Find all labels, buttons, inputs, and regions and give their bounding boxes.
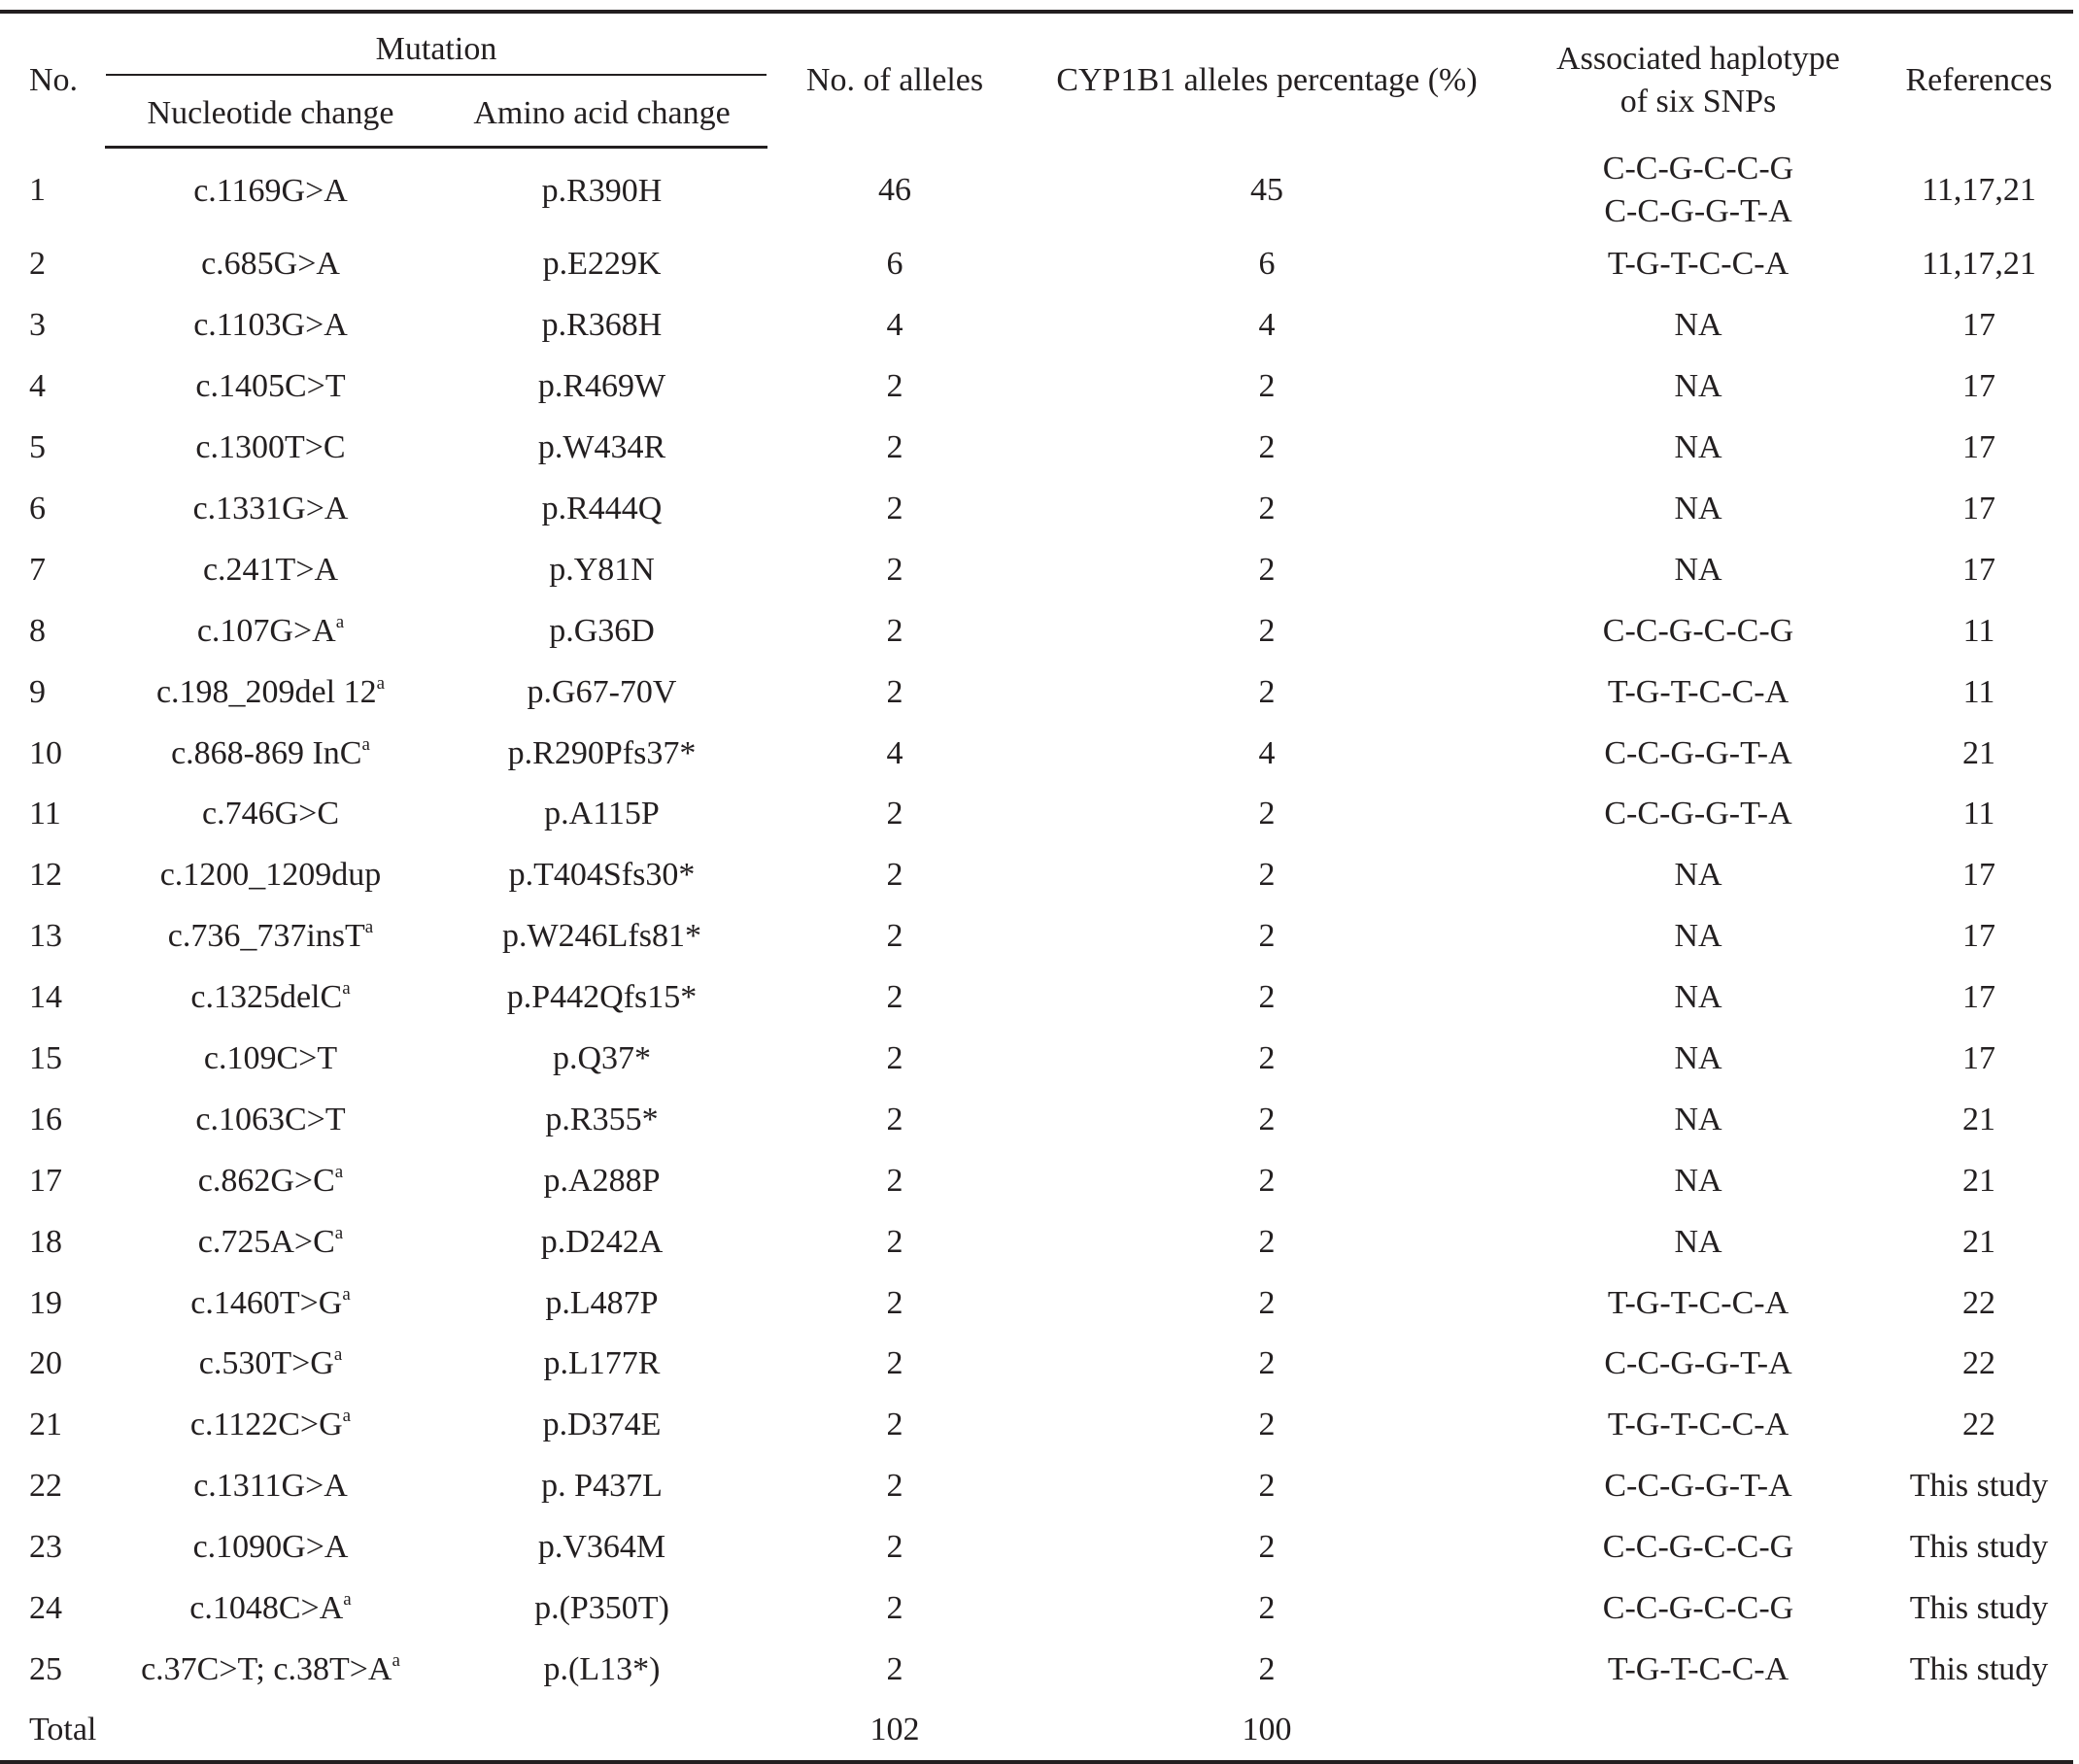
row-amino-acid: p.L177R [543, 1345, 661, 1382]
mutation-table [0, 10, 2073, 1764]
header-alleles: No. of alleles [767, 12, 1022, 148]
row-amino-acid: p.R368H [541, 307, 663, 344]
haplotype-line: C-C-G-G-T-A [1604, 796, 1792, 832]
row-references: 17 [1962, 491, 1995, 526]
row-amino-acid: p.R290Pfs37* [507, 734, 697, 771]
table-row [0, 600, 2073, 662]
row-amino-acid: p.E229K [542, 246, 662, 283]
haplotype-line: NA [1674, 857, 1722, 894]
row-amino-acid: p.L487P [545, 1284, 659, 1321]
haplotype-line: NA [1674, 979, 1722, 1016]
row-haplotype [1512, 1578, 1885, 1640]
row-nucleotide [105, 1578, 436, 1640]
row-references: 17 [1962, 979, 1995, 1016]
row-no: 14 [29, 979, 62, 1016]
haplotype-line: C-C-G-C-C-G [1602, 151, 1794, 187]
nucleotide-text: c.241T>A [202, 551, 339, 588]
row-no: 23 [29, 1529, 62, 1566]
row-amino-acid: p.A115P [544, 796, 660, 832]
row-nucleotide [105, 418, 436, 479]
row-percentage: 2 [1258, 551, 1276, 588]
row-haplotype [1512, 1150, 1885, 1211]
table-header [0, 12, 2073, 148]
row-haplotype [1512, 1395, 1885, 1456]
footnote-marker: a [376, 672, 386, 694]
row-alleles: 2 [886, 429, 903, 466]
row-haplotype [1512, 723, 1885, 784]
row-percentage: 2 [1258, 1529, 1276, 1566]
footnote-marker: a [364, 917, 374, 938]
row-nucleotide [105, 600, 436, 662]
table-row [0, 1272, 2073, 1334]
header-no: No. [0, 12, 105, 148]
row-alleles: 2 [886, 368, 903, 405]
row-haplotype [1512, 1272, 1885, 1334]
row-no: 17 [29, 1162, 62, 1199]
table-row [0, 1089, 2073, 1150]
nucleotide-text: c.736_737insT [167, 918, 365, 955]
table-row [0, 148, 2073, 235]
table-row [0, 1334, 2073, 1395]
row-no: 4 [29, 368, 46, 405]
row-no: 19 [29, 1284, 62, 1321]
row-percentage: 2 [1258, 979, 1276, 1016]
row-haplotype [1512, 148, 1885, 235]
row-alleles: 2 [886, 979, 903, 1016]
row-haplotype [1512, 479, 1885, 540]
row-alleles: 2 [886, 1407, 903, 1443]
haplotype-line: C-C-G-C-C-G [1602, 1529, 1794, 1566]
nucleotide-text: c.1063C>T [195, 1101, 346, 1137]
nucleotide-text: c.1103G>A [193, 307, 348, 344]
table-body [0, 148, 2073, 1763]
footnote-marker: a [334, 1222, 344, 1243]
total-references-empty [1885, 1700, 2073, 1762]
row-references: This study [1909, 1468, 2049, 1505]
row-alleles: 2 [886, 1223, 903, 1260]
nucleotide-text: c.1090G>A [192, 1529, 349, 1566]
row-nucleotide [105, 148, 436, 235]
haplotype-line: T-G-T-C-C-A [1607, 1650, 1789, 1687]
row-alleles: 2 [886, 551, 903, 588]
row-references: This study [1909, 1650, 2049, 1687]
row-references: 17 [1962, 307, 1995, 344]
row-amino-acid: p.R444Q [541, 491, 663, 526]
nucleotide-text: c.1331G>A [192, 491, 349, 526]
row-amino-acid: p.R469W [537, 368, 666, 405]
row-references: 17 [1962, 918, 1995, 955]
row-no: 8 [29, 612, 46, 649]
total-row [0, 1700, 2073, 1762]
row-references: 11,17,21 [1922, 172, 2036, 209]
table-row [0, 1517, 2073, 1578]
row-alleles: 2 [886, 1590, 903, 1627]
table-row [0, 1395, 2073, 1456]
row-amino-acid: p.G36D [549, 612, 655, 649]
row-amino-acid: p.R390H [541, 173, 663, 209]
row-alleles: 2 [886, 1650, 903, 1687]
row-haplotype [1512, 1029, 1885, 1090]
row-alleles: 2 [886, 1468, 903, 1505]
row-amino-acid: p.D242A [540, 1223, 664, 1260]
row-amino-acid: p. P437L [541, 1468, 663, 1505]
row-references: 21 [1962, 1223, 1995, 1260]
row-references: 17 [1962, 1040, 1995, 1077]
row-alleles: 2 [886, 1284, 903, 1321]
row-percentage: 2 [1258, 857, 1276, 894]
row-amino-acid: p.G67-70V [527, 673, 677, 710]
row-percentage: 2 [1258, 918, 1276, 955]
row-percentage: 2 [1258, 368, 1276, 405]
row-references: 11,17,21 [1922, 246, 2036, 283]
row-nucleotide [105, 723, 436, 784]
row-references: 22 [1962, 1407, 1995, 1443]
row-haplotype [1512, 418, 1885, 479]
nucleotide-text: c.1200_1209dup [159, 857, 382, 894]
row-references: 17 [1962, 429, 1995, 466]
row-nucleotide [105, 1089, 436, 1150]
row-alleles: 6 [886, 246, 903, 283]
nucleotide-text: c.685G>A [201, 246, 340, 283]
header-references: References [1885, 12, 2073, 148]
row-percentage: 2 [1258, 1468, 1276, 1505]
row-amino-acid: p.Q37* [552, 1040, 652, 1077]
row-percentage: 2 [1258, 1590, 1276, 1627]
row-amino-acid: p.P442Qfs15* [506, 979, 698, 1016]
row-amino-acid: p.W434R [537, 429, 666, 466]
haplotype-line: C-C-G-C-C-G [1602, 1590, 1794, 1627]
haplotype-line: NA [1674, 1223, 1722, 1260]
row-references: This study [1909, 1590, 2049, 1627]
footnote-marker: a [392, 1649, 400, 1671]
footnote-marker: a [343, 1589, 352, 1611]
row-amino-acid: p.T404Sfs30* [508, 857, 696, 894]
row-amino-acid: p.R355* [545, 1101, 659, 1137]
row-references: 17 [1962, 857, 1995, 894]
row-alleles: 2 [886, 857, 903, 894]
haplotype-line: NA [1674, 1162, 1722, 1199]
row-nucleotide [105, 784, 436, 845]
row-haplotype [1512, 295, 1885, 356]
row-percentage: 2 [1258, 612, 1276, 649]
haplotype-line: T-G-T-C-C-A [1607, 246, 1789, 283]
table-row [0, 1639, 2073, 1700]
haplotype-line: C-C-G-G-T-A [1604, 734, 1792, 771]
haplotype-line: C-C-G-G-T-A [1604, 1468, 1792, 1505]
row-amino-acid: p.Y81N [549, 551, 655, 588]
row-amino-acid: p.W246Lfs81* [502, 918, 701, 955]
table-row [0, 784, 2073, 845]
row-references: 17 [1962, 551, 1995, 588]
row-alleles: 2 [886, 1101, 903, 1137]
row-haplotype [1512, 906, 1885, 967]
row-no: 22 [29, 1468, 62, 1505]
table-row [0, 479, 2073, 540]
row-alleles: 2 [886, 1529, 903, 1566]
row-percentage: 2 [1258, 1650, 1276, 1687]
row-no: 21 [29, 1407, 62, 1443]
row-amino-acid: p.V364M [537, 1529, 666, 1566]
row-percentage: 45 [1250, 172, 1283, 209]
row-no: 6 [29, 491, 46, 526]
table-row [0, 1578, 2073, 1640]
row-no: 9 [29, 673, 46, 710]
row-no: 3 [29, 307, 46, 344]
row-no: 2 [29, 246, 46, 283]
row-no: 12 [29, 857, 62, 894]
row-nucleotide [105, 479, 436, 540]
haplotype-line: NA [1674, 307, 1722, 344]
row-nucleotide [105, 1395, 436, 1456]
total-nucleotide-empty [105, 1700, 436, 1762]
row-no: 15 [29, 1040, 62, 1077]
table-row [0, 539, 2073, 600]
haplotype-line: NA [1674, 1101, 1722, 1137]
row-no: 24 [29, 1590, 62, 1627]
row-references: 11 [1962, 796, 1995, 832]
total-alleles: 102 [767, 1700, 1022, 1762]
header-mutation-label: Mutation [375, 31, 497, 67]
total-amino-acid-empty [436, 1700, 767, 1762]
row-references: 21 [1962, 734, 1995, 771]
nucleotide-text: c.1122C>G [189, 1407, 343, 1443]
row-percentage: 6 [1258, 246, 1276, 283]
row-percentage: 2 [1258, 796, 1276, 832]
footnote-marker: a [333, 1344, 343, 1366]
row-no: 16 [29, 1101, 62, 1137]
row-no: 25 [29, 1650, 62, 1687]
row-percentage: 4 [1258, 307, 1276, 344]
header-haplotype-line2: of six SNPs [1619, 83, 1777, 119]
row-haplotype [1512, 784, 1885, 845]
row-nucleotide [105, 1150, 436, 1211]
total-haplotype-empty [1512, 1700, 1885, 1762]
haplotype-line: T-G-T-C-C-A [1607, 1407, 1789, 1443]
row-no: 7 [29, 551, 46, 588]
table-row [0, 295, 2073, 356]
row-nucleotide [105, 1639, 436, 1700]
nucleotide-text: c.1311G>A [193, 1468, 348, 1505]
haplotype-line: NA [1674, 551, 1722, 588]
haplotype-line: NA [1674, 368, 1722, 405]
row-haplotype [1512, 356, 1885, 418]
row-haplotype [1512, 967, 1885, 1029]
header-percentage: CYP1B1 alleles percentage (%) [1022, 12, 1512, 148]
nucleotide-text: c.746G>C [202, 796, 339, 832]
total-percentage: 100 [1022, 1700, 1512, 1762]
row-nucleotide [105, 539, 436, 600]
row-haplotype [1512, 539, 1885, 600]
nucleotide-text: c.37C>T; c.38T>A [141, 1650, 392, 1687]
row-percentage: 2 [1258, 1345, 1276, 1382]
header-nucleotide: Nucleotide change [105, 82, 436, 148]
row-nucleotide [105, 967, 436, 1029]
header-mutation [105, 12, 767, 82]
table-row [0, 967, 2073, 1029]
row-percentage: 2 [1258, 1223, 1276, 1260]
row-alleles: 2 [886, 612, 903, 649]
mutation-group-rule [106, 74, 767, 76]
nucleotide-text: c.725A>C [197, 1223, 335, 1260]
row-references: 17 [1962, 368, 1995, 405]
haplotype-line: NA [1674, 918, 1722, 955]
row-percentage: 2 [1258, 491, 1276, 526]
row-alleles: 4 [886, 734, 903, 771]
row-no: 18 [29, 1223, 62, 1260]
table-row [0, 723, 2073, 784]
row-haplotype [1512, 1639, 1885, 1700]
row-amino-acid: p.(P350T) [534, 1590, 669, 1627]
table-row [0, 356, 2073, 418]
row-haplotype [1512, 1089, 1885, 1150]
table-row [0, 1211, 2073, 1272]
row-no: 20 [29, 1345, 62, 1382]
row-references: 21 [1962, 1162, 1995, 1199]
nucleotide-text: c.1300T>C [195, 429, 346, 466]
nucleotide-text: c.1460T>G [190, 1284, 343, 1321]
row-alleles: 2 [886, 1345, 903, 1382]
row-no: 5 [29, 429, 46, 466]
header-haplotype-line1: Associated haplotype [1556, 40, 1840, 77]
haplotype-line: C-C-G-G-T-A [1604, 1345, 1792, 1382]
row-haplotype [1512, 662, 1885, 723]
row-nucleotide [105, 295, 436, 356]
footnote-marker: a [334, 1161, 344, 1182]
row-haplotype [1512, 1334, 1885, 1395]
row-haplotype [1512, 1517, 1885, 1578]
row-alleles: 2 [886, 673, 903, 710]
row-nucleotide [105, 1517, 436, 1578]
table-row [0, 906, 2073, 967]
row-nucleotide [105, 1029, 436, 1090]
row-percentage: 2 [1258, 429, 1276, 466]
row-nucleotide [105, 234, 436, 295]
table-row [0, 1150, 2073, 1211]
table-row [0, 1029, 2073, 1090]
row-nucleotide [105, 1456, 436, 1517]
nucleotide-text: c.1169G>A [193, 173, 348, 209]
total-label: Total [0, 1700, 105, 1762]
row-alleles: 4 [886, 307, 903, 344]
row-references: 22 [1962, 1284, 1995, 1321]
footnote-marker: a [342, 978, 351, 1000]
table-row [0, 418, 2073, 479]
haplotype-line: NA [1674, 429, 1722, 466]
row-no: 11 [29, 796, 61, 832]
nucleotide-text: c.868-869 InC [171, 734, 362, 771]
row-haplotype [1512, 845, 1885, 906]
nucleotide-text: c.107G>A [196, 612, 336, 649]
row-alleles: 2 [886, 796, 903, 832]
row-haplotype [1512, 234, 1885, 295]
haplotype-line: C-C-G-C-C-G [1602, 612, 1794, 649]
row-references: This study [1909, 1529, 2049, 1566]
haplotype-line: NA [1674, 1040, 1722, 1077]
row-haplotype [1512, 600, 1885, 662]
row-percentage: 4 [1258, 734, 1276, 771]
header-haplotype [1512, 12, 1885, 148]
footnote-marker: a [361, 733, 370, 755]
row-percentage: 2 [1258, 673, 1276, 710]
row-percentage: 2 [1258, 1284, 1276, 1321]
row-alleles: 2 [886, 1040, 903, 1077]
row-no: 1 [29, 172, 46, 209]
row-nucleotide [105, 1211, 436, 1272]
footnote-marker: a [342, 1406, 352, 1427]
nucleotide-text: c.109C>T [203, 1040, 338, 1077]
row-percentage: 2 [1258, 1101, 1276, 1137]
table-row [0, 1456, 2073, 1517]
header-amino-acid: Amino acid change [436, 82, 767, 148]
row-references: 11 [1962, 612, 1995, 649]
row-alleles: 2 [886, 1162, 903, 1199]
row-nucleotide [105, 662, 436, 723]
row-alleles: 2 [886, 491, 903, 526]
row-references: 21 [1962, 1101, 1995, 1137]
table-row [0, 234, 2073, 295]
row-nucleotide [105, 1334, 436, 1395]
haplotype-line: C-C-G-G-T-A [1604, 193, 1792, 230]
row-nucleotide [105, 356, 436, 418]
table-row [0, 845, 2073, 906]
nucleotide-text: c.862G>C [197, 1162, 335, 1199]
row-amino-acid: p.D374E [542, 1407, 662, 1443]
row-haplotype [1512, 1456, 1885, 1517]
row-nucleotide [105, 1272, 436, 1334]
nucleotide-text: c.1048C>A [189, 1590, 344, 1627]
row-no: 13 [29, 918, 62, 955]
table-row [0, 662, 2073, 723]
row-alleles: 2 [886, 918, 903, 955]
row-amino-acid: p.(L13*) [543, 1650, 661, 1687]
nucleotide-text: c.1325delC [190, 979, 343, 1016]
row-nucleotide [105, 845, 436, 906]
nucleotide-text: c.530T>G [198, 1345, 334, 1382]
haplotype-line: T-G-T-C-C-A [1607, 673, 1789, 710]
row-references: 22 [1962, 1345, 1995, 1382]
row-haplotype [1512, 1211, 1885, 1272]
nucleotide-text: c.198_209del 12 [155, 673, 377, 710]
footnote-marker: a [335, 611, 345, 632]
row-no: 10 [29, 734, 62, 771]
haplotype-line: NA [1674, 491, 1722, 526]
row-references: 11 [1962, 673, 1995, 710]
haplotype-line: T-G-T-C-C-A [1607, 1284, 1789, 1321]
row-percentage: 2 [1258, 1040, 1276, 1077]
row-percentage: 2 [1258, 1407, 1276, 1443]
footnote-marker: a [342, 1283, 351, 1305]
nucleotide-text: c.1405C>T [195, 368, 346, 405]
row-percentage: 2 [1258, 1162, 1276, 1199]
row-amino-acid: p.A288P [543, 1162, 661, 1199]
row-nucleotide [105, 906, 436, 967]
row-alleles: 46 [878, 172, 911, 209]
